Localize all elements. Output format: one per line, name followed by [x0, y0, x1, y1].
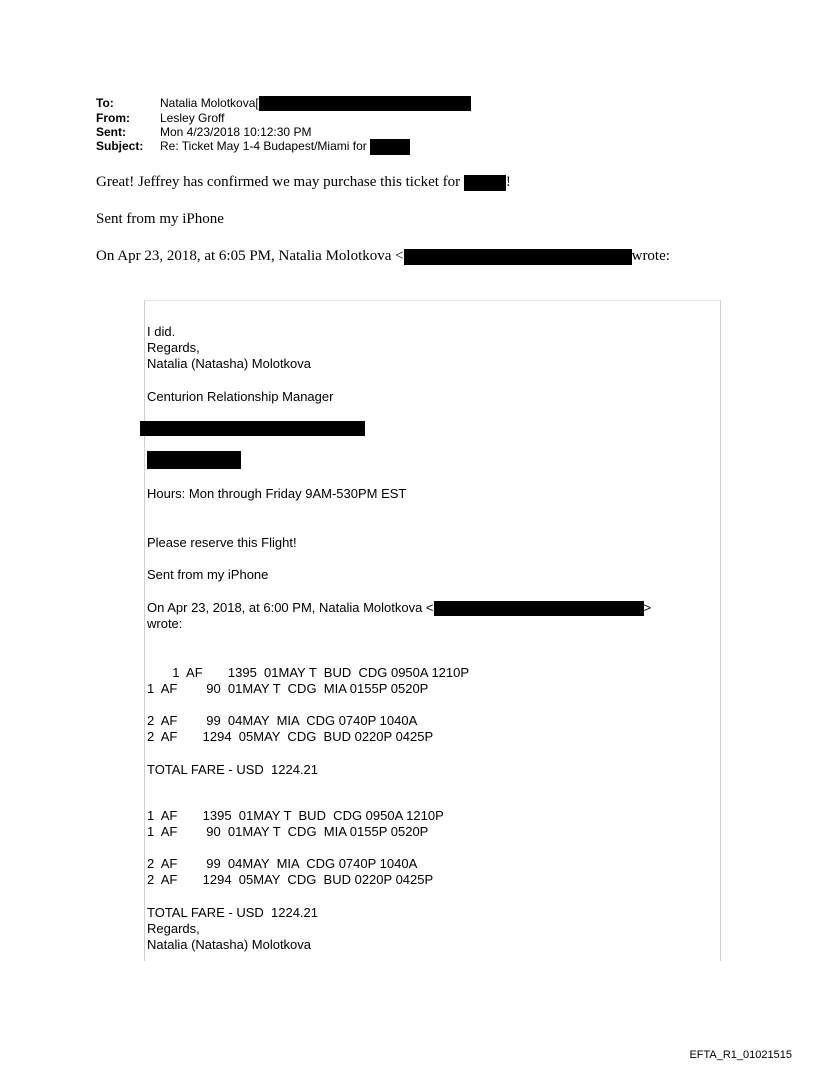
reply-exclaim: ! — [505, 174, 511, 190]
itinerary-line: 1 AF 1395 01MAY T BUD CDG 0950A 1210P — [147, 665, 470, 680]
itinerary-line: 2 AF 99 04MAY MIA CDG 0740P 1040A — [147, 713, 418, 728]
signature-name: Natalia (Natasha) Molotkova — [147, 937, 312, 952]
sent-label: Sent: — [96, 125, 126, 140]
document-id: EFTA_R1_01021515 — [689, 1049, 792, 1061]
to-row — [96, 96, 471, 111]
from-label: From: — [96, 111, 130, 126]
redaction-bar — [404, 249, 632, 265]
itinerary-line: 1 AF 90 01MAY T CDG MIA 0155P 0520P — [147, 681, 429, 696]
sent-value: Mon 4/23/2018 10:12:30 PM — [160, 125, 312, 140]
reserve-line: Please reserve this Flight! — [147, 535, 297, 550]
sent-from-iphone-quoted: Sent from my iPhone — [147, 567, 269, 582]
redaction-bar — [147, 451, 241, 469]
subject-value — [160, 139, 410, 155]
quote-line: I did. — [147, 324, 176, 339]
itinerary-line: 2 AF 1294 05MAY CDG BUD 0220P 0425P — [147, 729, 434, 744]
attribution-text: On Apr 23, 2018, at 6:05 PM, Natalia Molotkova < — [96, 248, 404, 264]
total-fare: TOTAL FARE - USD 1224.21 — [147, 905, 318, 920]
subject-label: Subject: — [96, 139, 144, 154]
redaction-bar — [464, 175, 506, 191]
from-row — [96, 111, 471, 125]
itinerary-line: 2 AF 1294 05MAY CDG BUD 0220P 0425P — [147, 872, 434, 887]
quote-attribution — [96, 248, 670, 265]
to-label: To: — [96, 96, 114, 110]
from-value: Lesley Groff — [160, 111, 225, 126]
signature-name: Natalia (Natasha) Molotkova — [147, 356, 312, 371]
itinerary-line: 1 AF 1395 01MAY T BUD CDG 0950A 1210P — [147, 808, 444, 823]
nested-attribution — [147, 600, 651, 616]
redaction-bar — [259, 96, 471, 111]
nested-attribution-text: On Apr 23, 2018, at 6:00 PM, Natalia Molotkova < — [147, 600, 434, 615]
itinerary-line: 2 AF 99 04MAY MIA CDG 0740P 1040A — [147, 856, 418, 871]
nested-attribution-wrote: wrote: — [147, 616, 183, 631]
reply-line — [96, 174, 511, 191]
attribution-wrote: wrote: — [631, 248, 670, 264]
sent-row — [96, 125, 471, 139]
nested-attribution-close: > — [643, 600, 652, 615]
subject-text: Re: Ticket May 1-4 Budapest/Miami for — [160, 139, 367, 154]
total-fare: TOTAL FARE - USD 1224.21 — [147, 762, 318, 777]
redaction-bar — [370, 139, 410, 155]
to-name: Natalia Molotkova[ — [160, 96, 259, 110]
email-header — [96, 96, 471, 155]
redaction-bar — [140, 421, 365, 436]
sent-from-iphone: Sent from my iPhone — [96, 211, 224, 227]
itinerary-line: 1 AF 90 01MAY T CDG MIA 0155P 0520P — [147, 824, 429, 839]
redaction-bar — [434, 601, 644, 616]
subject-row — [96, 139, 471, 155]
regards-line: Regards, — [147, 921, 200, 936]
to-value — [160, 96, 471, 111]
signature-title: Centurion Relationship Manager — [147, 389, 334, 404]
hours-line: Hours: Mon through Friday 9AM-530PM EST — [147, 486, 407, 501]
reply-text: Great! Jeffrey has confirmed we may purchase this ticket for — [96, 174, 461, 190]
quote-line: Regards, — [147, 340, 200, 355]
